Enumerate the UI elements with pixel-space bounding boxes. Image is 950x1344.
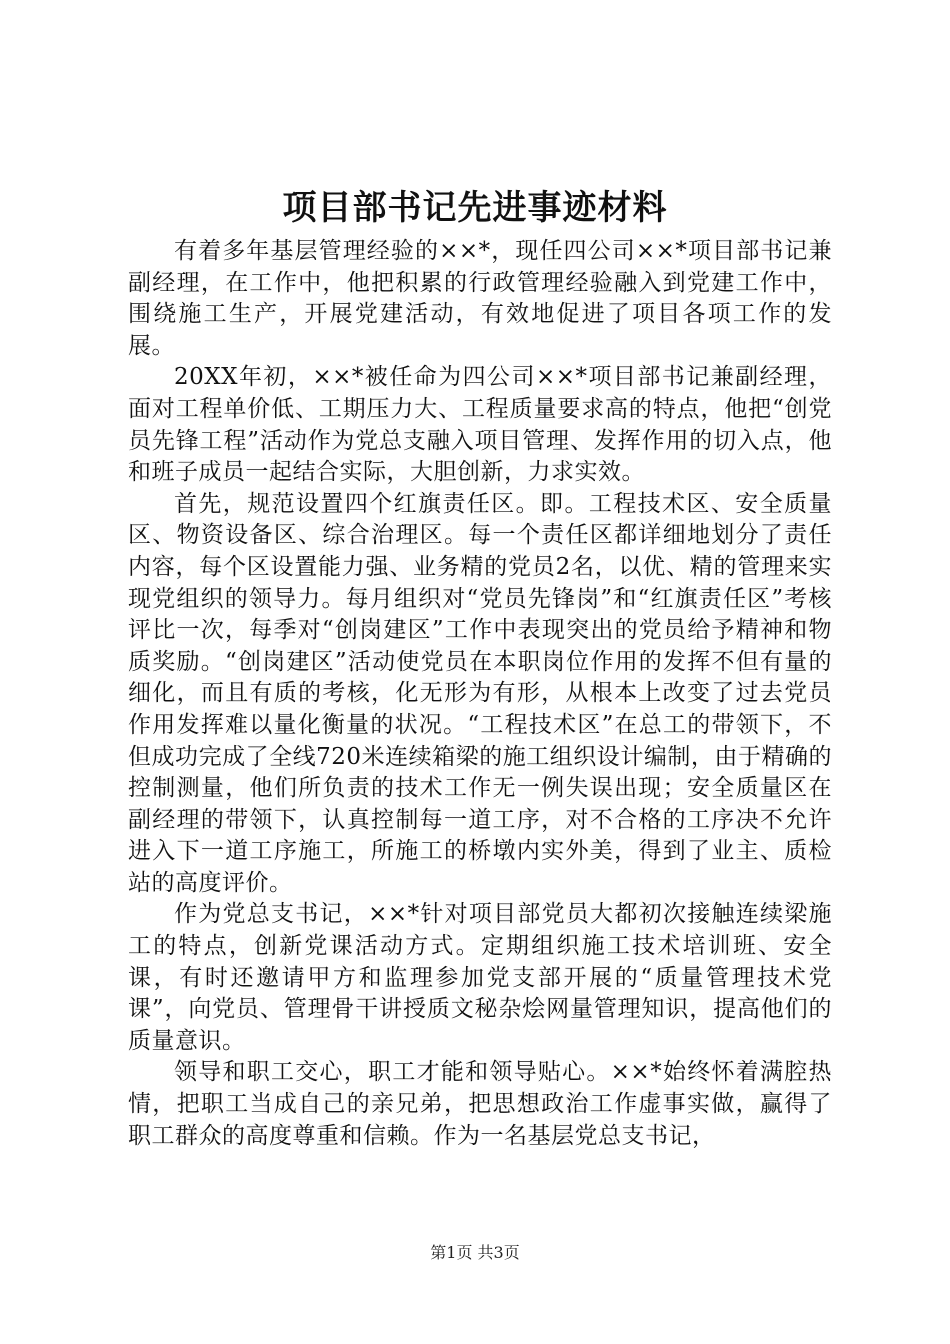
paragraph-3: 首先，规范设置四个红旗责任区。即。工程技术区、安全质量区、物资设备区、综合治理区。每一个责任区都详细地划分了责任内容，每个区设置能力强、业务精的党员2名，以优、精的管理来实现党组织的领导力。每月组织对“党员先锋岗”和“红旗责任区”考核评比一次，每季对“创岗建区”工作中表现突出的党员给予精神和物质奖励。“创岗建区”活动使党员在本职岗位作用的发挥不但有量的细化，而且有质的考核，化无形为有形，从根本上改变了过去党员作用发挥难以量化衡量的状况。“工程技术区”在总工的带领下，不但成功完成了全线720米连续箱梁的施工组织设计编制，由于精确的控制测量，他们所负责的技术工作无一例失误出现；安全质量区在副经理的带领下，认真控制每一道工序，对不合格的工序决不允许进入下一道工序施工，所施工的桥墩内实外美，得到了业主、质检站的高度评价。	[128, 490, 832, 896]
page-number-footer: 第1页 共3页	[430, 1243, 520, 1262]
paragraph-4: 作为党总支书记，××*针对项目部党员大都初次接触连续梁施工的特点，创新党课活动方式。定期组织施工技术培训班、安全课，有时还邀请甲方和监理参加党支部开展的“质量管理技术党课”，向党员、管理骨干讲授质文秘杂烩网量管理知识，提高他们的质量意识。	[128, 901, 832, 1054]
paragraph-5: 领导和职工交心，职工才能和领导贴心。××*始终怀着满腔热情，把职工当成自己的亲兄弟，把思想政治工作虚事实做，赢得了职工群众的高度尊重和信赖。作为一名基层党总支书记，	[128, 1059, 832, 1149]
paragraph-2: 20XX年初，××*被任命为四公司××*项目部书记兼副经理，面对工程单价低、工期压力大、工程质量要求高的特点，他把“创党员先锋工程”活动作为党总支融入项目管理、发挥作用的切入点，他和班子成员一起结合实际，大胆创新，力求实效。	[128, 364, 832, 486]
document-title: 项目部书记先进事迹材料	[282, 188, 668, 228]
paragraph-1: 有着多年基层管理经验的××*，现任四公司××*项目部书记兼副经理，在工作中，他把积累的行政管理经验融入到党建工作中，围绕施工生产，开展党建活动，有效地促进了项目各项工作的发展。	[128, 238, 832, 359]
document-body	[128, 236, 832, 1152]
